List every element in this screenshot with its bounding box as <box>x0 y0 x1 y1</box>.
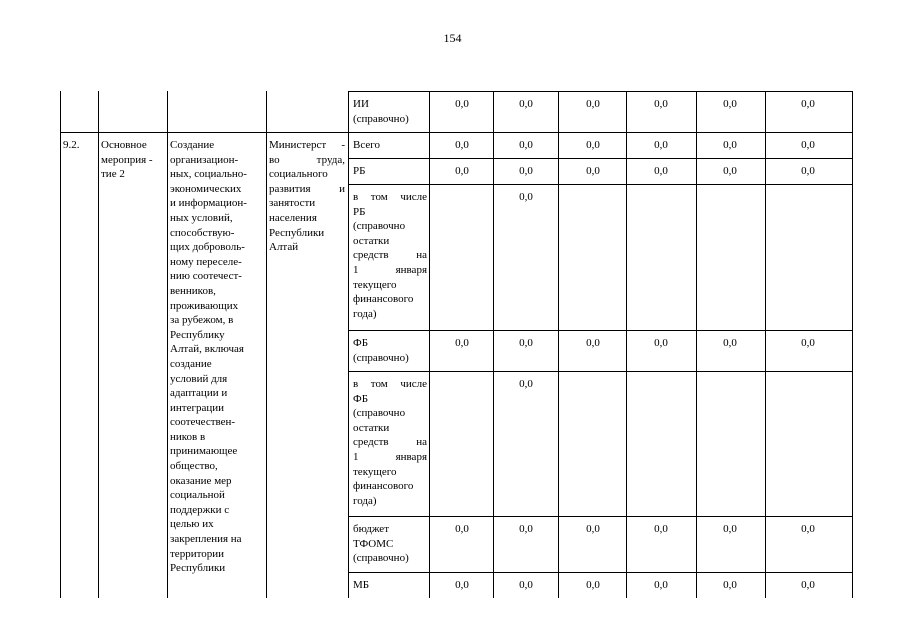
funding-source: Всего <box>353 139 380 151</box>
funding-source: РБ <box>353 165 366 177</box>
value-cell: 0,0 <box>519 378 533 390</box>
funding-source: в том числе ФБ (справочно остатки средств на 1 января текущего финансового года) <box>353 378 427 507</box>
grid-line <box>429 91 430 598</box>
grid-line <box>348 91 852 92</box>
grid-line <box>493 91 494 598</box>
funding-source: в том числе РБ (справочно остатки средств на 1 января текущего финансового года) <box>353 191 427 320</box>
value-cell: 0,0 <box>654 337 668 349</box>
value-cell: 0,0 <box>801 98 815 110</box>
funding-source: ИИ (справочно) <box>353 98 409 125</box>
page-number: 154 <box>443 31 462 45</box>
grid-line <box>348 572 852 573</box>
grid-line <box>852 91 853 598</box>
value-cell: 0,0 <box>654 523 668 535</box>
funding-source: бюджет ТФОМС (справочно) <box>353 523 409 565</box>
value-cell: 0,0 <box>723 98 737 110</box>
value-cell: 0,0 <box>455 139 469 151</box>
value-cell: 0,0 <box>801 165 815 177</box>
value-cell: 0,0 <box>586 337 600 349</box>
value-cell: 0,0 <box>723 579 737 591</box>
grid-line <box>60 91 61 598</box>
grid-line <box>348 371 852 372</box>
value-cell: 0,0 <box>723 139 737 151</box>
item-number: 9.2. <box>63 139 80 151</box>
value-cell: 0,0 <box>801 139 815 151</box>
value-cell: 0,0 <box>801 523 815 535</box>
value-cell: 0,0 <box>455 579 469 591</box>
value-cell: 0,0 <box>723 165 737 177</box>
grid-line <box>98 91 99 598</box>
value-cell: 0,0 <box>455 523 469 535</box>
grid-line <box>626 91 627 598</box>
grid-line <box>348 91 349 598</box>
value-cell: 0,0 <box>519 191 533 203</box>
grid-line <box>167 91 168 598</box>
value-cell: 0,0 <box>519 579 533 591</box>
value-cell: 0,0 <box>519 337 533 349</box>
funding-source: МБ <box>353 579 370 591</box>
value-cell: 0,0 <box>586 523 600 535</box>
executor: Министерст - во труда, социального развития и занятости населения Республики Алтай <box>269 139 345 254</box>
value-cell: 0,0 <box>801 579 815 591</box>
value-cell: 0,0 <box>654 165 668 177</box>
value-cell: 0,0 <box>723 523 737 535</box>
grid-line <box>60 132 852 133</box>
value-cell: 0,0 <box>654 98 668 110</box>
value-cell: 0,0 <box>519 523 533 535</box>
grid-line <box>348 184 852 185</box>
event-description: Создание организацион- ных, социально- экономических и информацион- ных условий, способствую- щих доброволь- ному переселе- нию соотечест- венников, проживающих за рубежом, в Республику Алтай, включая создание условий для адаптации и интеграции соотечествен- ников в принимающее общество, оказание мер социальной поддержки с целью их закрепления на территории Республики <box>170 139 247 575</box>
grid-line <box>348 158 852 159</box>
event-name: Основное мероприя - тие 2 <box>101 139 153 181</box>
grid-line <box>558 91 559 598</box>
value-cell: 0,0 <box>801 337 815 349</box>
value-cell: 0,0 <box>654 139 668 151</box>
grid-line <box>765 91 766 598</box>
grid-line <box>348 330 852 331</box>
grid-line <box>696 91 697 598</box>
grid-line <box>266 91 267 598</box>
value-cell: 0,0 <box>586 139 600 151</box>
value-cell: 0,0 <box>586 579 600 591</box>
value-cell: 0,0 <box>586 165 600 177</box>
value-cell: 0,0 <box>455 337 469 349</box>
value-cell: 0,0 <box>519 165 533 177</box>
grid-line <box>348 516 852 517</box>
value-cell: 0,0 <box>654 579 668 591</box>
value-cell: 0,0 <box>455 165 469 177</box>
value-cell: 0,0 <box>455 98 469 110</box>
value-cell: 0,0 <box>519 139 533 151</box>
value-cell: 0,0 <box>723 337 737 349</box>
value-cell: 0,0 <box>519 98 533 110</box>
funding-source: ФБ (справочно) <box>353 337 409 364</box>
value-cell: 0,0 <box>586 98 600 110</box>
